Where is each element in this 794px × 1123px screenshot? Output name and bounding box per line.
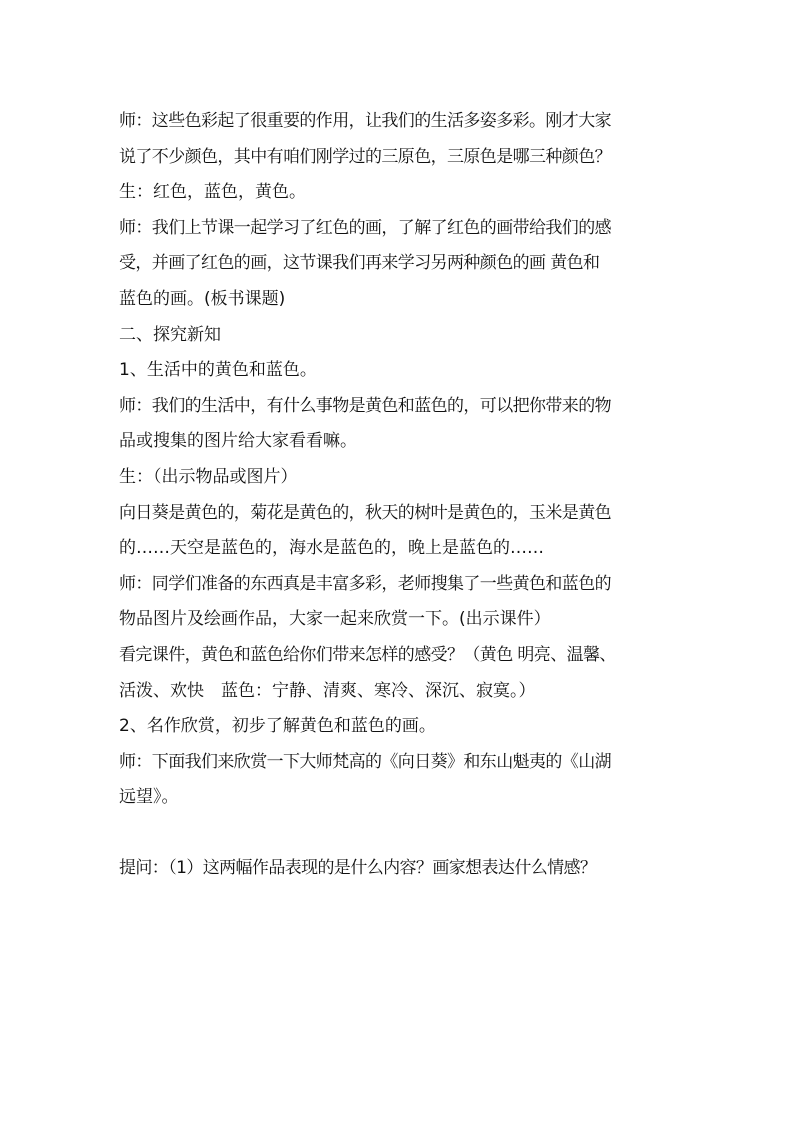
- paragraph-line: 远望》。: [119, 787, 179, 808]
- paragraph-line: 向日葵是黄色的，菊花是黄色的，秋天的树叶是黄色的，玉米是黄色: [119, 502, 611, 523]
- section-heading: 二、探究新知: [119, 324, 221, 345]
- paragraph-line: 师：同学们准备的东西真是丰富多彩，老师搜集了一些黄色和蓝色的: [119, 573, 611, 594]
- paragraph-line: 生：红色，蓝色，黄色。: [119, 182, 306, 203]
- paragraph-line: 师：我们的生活中，有什么事物是黄色和蓝色的，可以把你带来的物: [119, 395, 611, 416]
- paragraph-line: 师：下面我们来欣赏一下大师梵高的《向日葵》和东山魁夷的《山湖: [119, 751, 611, 772]
- paragraph-line: 说了不少颜色，其中有咱们刚学过的三原色，三原色是哪三种颜色？: [119, 146, 611, 167]
- subsection-heading: 1、生活中的黄色和蓝色。: [119, 360, 317, 381]
- paragraph-line: 师：我们上节课一起学习了红色的画，了解了红色的画带给我们的感: [119, 217, 611, 238]
- paragraph-line: 看完课件，黄色和蓝色给你们带来怎样的感受？（黄色 明亮、温馨、: [119, 644, 616, 665]
- question-line: 提问：（1）这两幅作品表现的是什么内容？画家想表达什么情感？: [119, 858, 597, 879]
- paragraph-line: 师：这些色彩起了很重要的作用，让我们的生活多姿多彩。刚才大家: [119, 111, 611, 131]
- paragraph-line: 生：（出示物品或图片）: [119, 466, 298, 487]
- paragraph-line: 的……天空是蓝色的，海水是蓝色的，晚上是蓝色的……: [119, 538, 544, 559]
- subsection-heading: 2、名作欣赏，初步了解黄色和蓝色的画。: [119, 716, 436, 737]
- paragraph-line: 品或搜集的图片给大家看看嘛。: [119, 431, 357, 452]
- paragraph-line: 蓝色的画。(板书课题): [119, 288, 286, 309]
- blank-line: [119, 816, 689, 852]
- document-body: [119, 104, 689, 887]
- paragraph-line: 受，并画了红色的画，这节课我们再来学习另两种颜色的画 黄色和: [119, 253, 600, 274]
- paragraph-line: 活泼、欢快 蓝色：宁静、清爽、寒冷、深沉、寂寞。）: [119, 680, 536, 701]
- paragraph-line: 物品图片及绘画作品，大家一起来欣赏一下。(出示课件）: [119, 609, 551, 630]
